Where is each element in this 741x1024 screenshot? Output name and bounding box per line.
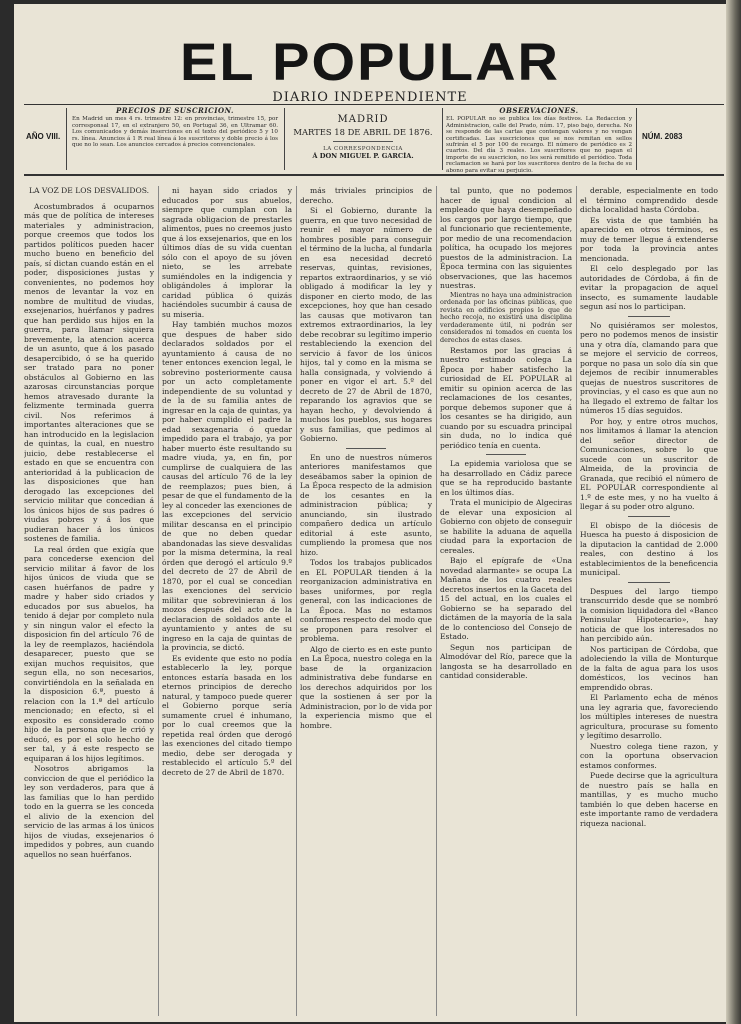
observations-title: OBSERVACIONES. <box>499 106 579 115</box>
issue-number: NÚM. 2083 <box>642 132 683 141</box>
column-3 <box>300 186 432 1016</box>
header-top-rule <box>24 104 724 105</box>
paragraph: Mientras no haya una administracion ordenada por las oficinas públicas, que revista en edificios propios lo que de hecho recoja, no existirá una disciplina verdaderamente útil, ni podrán ser considerados ni tomados en cuenta los derechos de estas clases. <box>440 290 572 345</box>
paragraph: Es evidente que esto no podía establecerlo la ley, porque entonces estaría basada en los eternos principios de derecho natural, y tampoco puede querer el Gobierno porque sería sumamente cruel é inhumano, por lo cual creemos que la repetida real órden que derogó las exenciones del citado tiempo medio, debe ser derogada y restablecido el artículo 5.º del decreto de 27 de Abril de 1870. <box>162 653 292 777</box>
divider <box>442 108 443 170</box>
paragraph: No quisiéramos ser molestos, pero no podemos menos de insistir una y otra día, clamando para que se mejore el servicio de correos, porque no pasa un solo día sin que dejemos de recibir innumerables quejas de nuestros suscritores de provincias, y el caso es que aun no ha llegado el extremo de faltar los números 15 días seguidos. <box>580 320 718 415</box>
paragraph: Restamos por las gracias á nuestro estimado colega La Época por haber satisfecho la curiosidad de EL POPULAR al emitir su opinion acerca de las reclamaciones de los cesantes, porque debemos suponer que á los cesantes se ha dirigido, aun cuando por su escuadra principal sin duda, no lo indica qué periódico tenía en cuenta. <box>440 345 572 450</box>
paragraph: más triviales principios de derecho. <box>300 186 432 205</box>
masthead-title: EL POPULAR <box>180 31 560 92</box>
paragraph: Puede decirse que la agricultura de nuestro país se halla en mantillas, y es mucho mucho también lo que deben hacerse en este importante ramo de verdadera riqueza nacional. <box>580 771 718 828</box>
observations-text: EL POPULAR no se publica los días festivos. La Redaccion y Administracion, calle del Prado, núm. 17, piso bajo, derecha. No se responde de las cartas que contengan valores y no vengan certificadas. Las suscriciones que se nos remitan en sellos sufrirán el 5 por 100 de recargo. El número de periódico es 2 cuartos. Del día 3 reales. Los suscritores que no pagan el importe de su suscricion, no les será remitido el periódico. Toda reclamacion se hará por los suscritores dentro de la fecha de su abono para evitar su perjuicio. <box>446 116 632 174</box>
column-rule <box>158 186 159 1016</box>
correspondence-label: LA CORRESPONDENCIA <box>323 146 403 152</box>
paragraph: Acostumbrados á ocuparnos más que de política de intereses materiales y administracion, porque creemos que todos los partidos políticos pueden hacer mucho bueno en beneficio del país, sí dictan cuando están en el poder, disposiciones justas y convenientes, no podemos hoy menos de levantar la voz en nombre de multitud de viudas, exsejenarios, huérfanos y padres que han perdido sus hijos en la guerra, para llamar siquiera brevemente, la atencion acerca de un asunto, que á los pasado desapercibido, ó se ha querido ser tratado para no poner obstáculos al Gobierno en las azarosas circunstancias porque hemos atravesado durante la felizmente terminada guerra civil. Nos referimos á importantes alteraciones que se han introducido en la legislacion de quintas, la cual, en nuestro juicio, debe restablecerse el estado en que se encuentra con anterioridad á la publicacion de las disposiciones que han derogado las excepciones del servicio militar que concedian á los únicos hijos de sus padres ó viudas pobres y á los que pudieran hacer á los únicos sostenes de familia. <box>24 201 154 543</box>
city: MADRID <box>337 114 389 125</box>
column-1 <box>24 186 154 1016</box>
paragraph: El celo desplegado por las autoridades de Córdoba, á fin de evitar la propagacion de aquel insecto, es sumamente laudable segun así nos lo participan. <box>580 264 718 311</box>
correspondence-to: Á DON MIGUEL P. GARCÍA. <box>312 152 414 160</box>
page-edge-shadow <box>726 0 741 1024</box>
observations-box <box>446 108 632 174</box>
newspaper-page <box>14 4 726 1022</box>
column-5 <box>580 186 718 1016</box>
column-rule <box>296 186 297 1016</box>
column-rule <box>436 186 437 1016</box>
column-rule <box>576 186 577 1016</box>
paragraph: En uno de nuestros números anteriores manifestamos que deseábamos saber la opinion de La Época respecto de la admision de los cesantes en la administracion pública; y anunciando, sin ilustrado compañero dedica un artículo editorial á este asunto, cumpliendo la promesa que nos hizo. <box>300 452 432 557</box>
paragraph: Todos los trabajos publicados en EL POPULAR tienden á la reorganizacion administrativa en bases uniformes, por regla general, con las indicaciones de La Época. Mas no estamos conformes respecto del modo que se proponen para resolver el problema. <box>300 558 432 643</box>
paragraph: Trata el municipio de Algeciras de elevar una exposicion al Gobierno con objeto de conseguir se habilite la aduana de aquella ciudad para la exportacion de cereales. <box>440 498 572 555</box>
paragraph: Despues del largo tiempo transcurrido desde que se nombró la comision liquidadora del «Banco Peninsular Hipotecario», hay noticia de que los interesados no han percibido aún. <box>580 586 718 643</box>
paragraph: tal punto, que no podemos hacer de igual condicion al empleado que haya desempeñado los cargos por largo tiempo, que al funcionario que recientemente, por medio de una recomendacion política, ha ocupado los mejores puestos de la administracion. La Época termina con las siguientes observaciones, que las hacemos nuestras. <box>440 186 572 290</box>
paragraph: Es vista de que también ha aparecido en otros términos, es muy de temer llegue á extenderse por toda la provincia antes mencionada. <box>580 215 718 263</box>
subscription-box <box>72 108 278 148</box>
subscription-text: En Madrid un mes 4 rs. trimestre 12: en provincias, trimestre 15, por corresponsal 17, en el extranjero 50, en Portugal 36, en Ultramar 60. Los comunicados y demás inserciones en el texto del periódico 5 y 10 rs. línea. Anuncios á 1 R real línea á los suscritores y doble precio á los que no lo sean. Los anuncios cercados á precios convencionales. <box>72 116 278 149</box>
year-label: AÑO VIII. <box>26 132 61 141</box>
article-heading: LA VOZ DE LOS DESVALIDOS. <box>28 186 150 195</box>
paragraph: Algo de cierto es en este punto en La Época, nuestro colega en la base de la organizacion administrativa debe fundarse en los derechos adquiridos por los que la sostienen á ser por la Administracion, por lo de vida por la experiencia mismo que el hombre. <box>300 644 432 730</box>
paragraph: La real órden que exigía que para concederse exencion del servicio militar á favor de los hijos únicos de viuda que se casen huérfanos de padre y madre y haber sido criados y educados por sus abuelos, ha tenido á dejar por completo nula y sin ningun valor el efecto la disposicion fin del artículo 76 de la ley de reemplazos, haciéndola desaparecer, puesto que se exijan muchos requisitos, que segun ella, no son necesarios, convirtiéndola en la señalada en la disposicion 6.ª, puesto á relacion con la 1.ª del artículo mencionado; en efecto, si el exposito es considerado como hijo de la persona que le crió y educó, es por el solo hecho de ser tal, y á este respecto se equiparan á los hijos legítimos. <box>24 544 154 763</box>
divider <box>636 108 637 170</box>
date: MARTES 18 DE ABRIL DE 1876. <box>293 127 433 137</box>
column-4 <box>440 186 572 1016</box>
paragraph: Hay también muchos mozos que despues de haber sido declarados soldados por el ayuntamiento á causa de no tener entonces exencion legal, le sobrevino posteriormente causa por un acto completamente independiente de su voluntad y de la de su familia antes de ingresar en la caja de quintas, ya por haber cumplido el padre la edad sexagenaria ó quedar impedido para el trabajo, ya por haber muerto éste resultando su madre viuda, ya, en fin, por cumplirse de cualquiera de las causas del artículo 76 de la ley de reemplazos; pues bien, á pesar de que el fundamento de la ley al conceder las exenciones de las excepciones del servicio militar descansa en el principio de que no deben quedar abandonadas las sieve desvalidas por la misma determina, la real órden que derogó el artículo 9.º del decreto de 27 de Abril de 1870, por el cual se concedian las exenciones del servicio militar que sobrevinieran á los mozos después del acto de la declaracion de soldados ante el ayuntamiento y antes de su ingreso en la caja de quintas de la provincia, se dictó. <box>162 320 292 652</box>
paragraph: Bajo el epígrafe de «Una novedad alarmante» se ocupa La Mañana de los cuatro reales decretos insertos en la Gaceta del 15 del actual, en los cuales el Gobierno se ha separado del dictámen de la mayoría de la sala de lo contencioso del Consejo de Estado. <box>440 556 572 642</box>
paragraph: ni hayan sido criados y educados por sus abuelos, siempre que cumplan con la sagrada obligacion de prestarles alimentos, pues no creemos justo que á los exsejenarios, que en los últimos días de su vida cuentan sólo con el apoyo de su jóven nieto, se les arrebate sumiéndoles en la indigencia y obligándoles á implorar la caridad pública ó quizás haciéndoles sucumbir á causa de su miseria. <box>162 186 292 319</box>
paragraph: Nos participan de Córdoba, que adoleciendo la villa de Monturque de la falta de agua para los usos domésticos, los vecinos han emprendido obras. <box>580 644 718 692</box>
divider <box>66 108 67 170</box>
paragraph: Por hoy, y entre otros muchos, nos limitamos á llamar la atencion del señor director de Comunicaciones, sobre lo que sucede con un suscritor de Almeida, de la provincia de Granada, que recibió el número de EL POPULAR correspondiente al 1.º de este mes, y no ha vuelto á llegar á su poder otro alguno. <box>580 416 718 511</box>
paragraph: Si el Gobierno, durante la guerra, en que tuvo necesidad de reunir el mayor número de hombres posible para conseguir el término de la lucha, al fundarla en esa necesidad decretó reservas, quintas, revisiones, repartos extraordinarios, y se vió obligado á modificar la ley y disponer en cierto modo, de las excepciones, hoy que han cesado las causas que motivaron tan extremos extraordinarios, la ley debe recobrar su legítimo imperio restableciendo la exencion del servicio á favor de los únicos hijos, tal y como en la misma se halla consignada, y volviendo á poner en vigor el art. 5.º del decreto de 27 de Abril de 1870, reparando los agravios que se hayan hecho, y devolviendo á muchos los pueblos, sus hogares y sus familias, que pedimos al Gobierno. <box>300 206 432 443</box>
paragraph: Nuestro colega tiene razon, y con la oportuna observacion estamos conformes. <box>580 741 718 770</box>
paragraph: Segun nos participan de Almodóvar del Río, parece que la langosta se ha desarrollado en cantidad considerable. <box>440 642 572 681</box>
paragraph: derable, especialmente en todo el término comprendido desde dicha localidad hasta Córdoba. <box>580 186 718 214</box>
masthead-subtitle: DIARIO INDEPENDIENTE <box>272 90 468 105</box>
column-2 <box>162 186 292 1016</box>
subscription-title: PRECIOS DE SUSCRICION. <box>116 106 234 115</box>
paragraph: Nosotros abrigamos la conviccion de que el periódico la ley son verdaderos, para que á las familias que lo han perdido todo en la guerra se les conceda el alivio de la exencion del servicio de las armas á los únicos hijos de viudas, exsejenarios ó impedidos y pobres, aun cuando aquellos no sean huérfanos. <box>24 764 154 859</box>
paragraph: El Parlamento echa de ménos una ley agraria que, favoreciendo los múltiples intereses de nuestra agricultura, procurase su fomento y legítimo desarrollo. <box>580 693 718 740</box>
dateline-box <box>288 114 438 160</box>
paragraph: La epidemia variolosa que se ha desarrollado en Cádiz parece que se ha reproducido bastante en los últimos días. <box>440 459 572 497</box>
divider <box>284 108 285 170</box>
paragraph: El obispo de la diócesis de Huesca ha puesto á disposicion de la diputacion la cantidad de 2.000 reales, con destino á los establecimientos de la beneficencia municipal. <box>580 520 718 577</box>
header-bottom-rule <box>24 174 724 176</box>
